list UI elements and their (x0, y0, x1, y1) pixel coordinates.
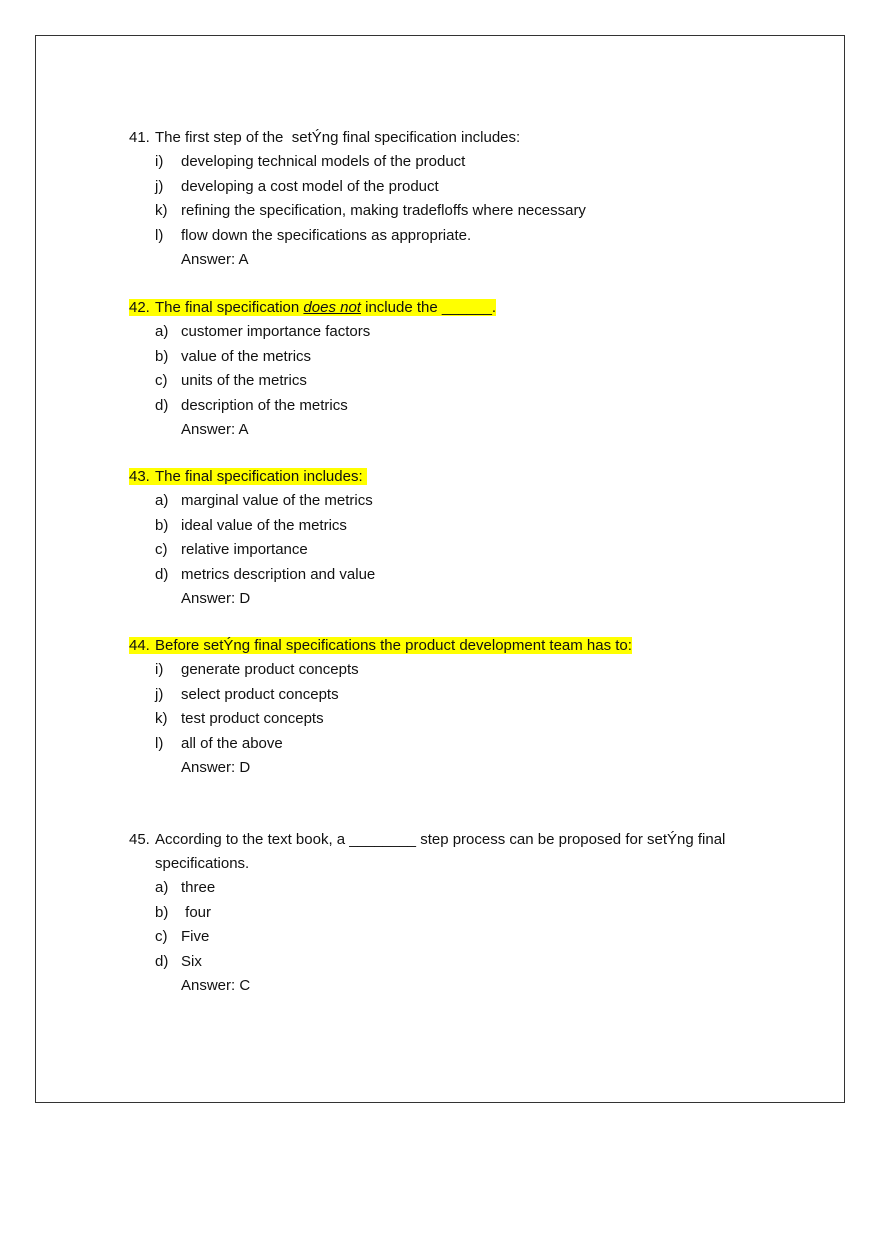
option-letter: k) (155, 202, 168, 219)
option-text: value of the metrics (181, 347, 312, 365)
option-letter: k) (155, 710, 168, 727)
question-text: include the ______. (360, 299, 497, 316)
option-letter: d) (155, 565, 169, 583)
answer: Answer: D (181, 759, 251, 776)
option (129, 514, 789, 539)
question-stem (129, 296, 789, 320)
option-text: three (181, 879, 216, 896)
option-text: Six (181, 952, 202, 970)
question-text: Before setÝng final specifications the product development team has to: (155, 637, 632, 654)
option (129, 489, 789, 514)
option-text: all of the above (181, 734, 283, 752)
answer: Answer: A (181, 421, 249, 438)
option-letter: c) (155, 928, 168, 945)
option (129, 369, 789, 394)
question-text-continued: specifications. (155, 855, 250, 872)
option-text: marginal value of the metrics (181, 492, 373, 509)
question-emphasis: does not (303, 299, 361, 316)
question-number: 44. (129, 637, 150, 654)
option (129, 175, 789, 200)
option-letter: i) (155, 153, 164, 170)
question-number: 41. (129, 129, 150, 146)
option-text: generate product concepts (181, 661, 359, 678)
question-number: 43. (129, 468, 150, 485)
option (129, 538, 789, 563)
option-letter: l) (155, 734, 164, 752)
option-letter: a) (155, 879, 169, 896)
question-text: According to the text book, a ________ step process can be proposed for setÝng final (155, 831, 726, 848)
question-text: The final specification includes: (155, 468, 367, 485)
option-letter: j) (155, 177, 164, 195)
option-text: flow down the specifications as appropriate. (181, 226, 472, 244)
question-45 (129, 828, 789, 998)
question-42 (129, 296, 789, 442)
option-letter: c) (155, 372, 168, 389)
option-letter: b) (155, 516, 169, 534)
option (129, 150, 789, 175)
option (129, 950, 789, 975)
option-letter: c) (155, 541, 168, 558)
answer: Answer: D (181, 590, 251, 607)
answer: Answer: A (181, 251, 249, 268)
option (129, 683, 789, 708)
option (129, 901, 789, 926)
option-letter: l) (155, 226, 164, 244)
option (129, 320, 789, 345)
option-text: customer importance factors (181, 323, 371, 340)
option (129, 707, 789, 732)
question-text: The first step of the setÝng final specification includes: (155, 129, 521, 146)
option-letter: a) (155, 323, 169, 340)
option-letter: b) (155, 347, 169, 365)
question-43 (129, 465, 789, 611)
option-letter: d) (155, 952, 169, 970)
option-text: refining the specification, making tradefloffs where necessary (181, 202, 586, 219)
question-text: The final specification (155, 299, 304, 316)
option-text: test product concepts (181, 710, 324, 727)
question-number: 42. (129, 299, 150, 316)
option-text: description of the metrics (181, 396, 348, 414)
question-stem (129, 126, 789, 150)
option (129, 394, 789, 419)
option-text: select product concepts (181, 685, 339, 703)
option-letter: d) (155, 396, 169, 414)
option (129, 199, 789, 224)
option-text: relative importance (181, 541, 308, 558)
option-text: units of the metrics (181, 372, 307, 389)
option (129, 224, 789, 249)
question-41 (129, 126, 789, 272)
option-letter: b) (155, 903, 169, 921)
question-stem (129, 634, 789, 658)
question-44 (129, 634, 789, 780)
option-text: four (181, 903, 212, 921)
option (129, 732, 789, 757)
option (129, 876, 789, 901)
answer: Answer: C (181, 977, 251, 994)
option-text: ideal value of the metrics (181, 516, 347, 534)
option-letter: i) (155, 661, 164, 678)
option-text: developing technical models of the product (181, 153, 466, 170)
question-stem (129, 828, 789, 852)
option (129, 925, 789, 950)
option (129, 658, 789, 683)
option (129, 345, 789, 370)
question-number: 45. (129, 831, 150, 848)
option-letter: a) (155, 492, 169, 509)
option-letter: j) (155, 685, 164, 703)
option (129, 563, 789, 588)
option-text: developing a cost model of the product (181, 177, 439, 195)
option-text: metrics description and value (181, 565, 376, 583)
option-text: Five (181, 928, 210, 945)
question-stem (129, 465, 789, 489)
